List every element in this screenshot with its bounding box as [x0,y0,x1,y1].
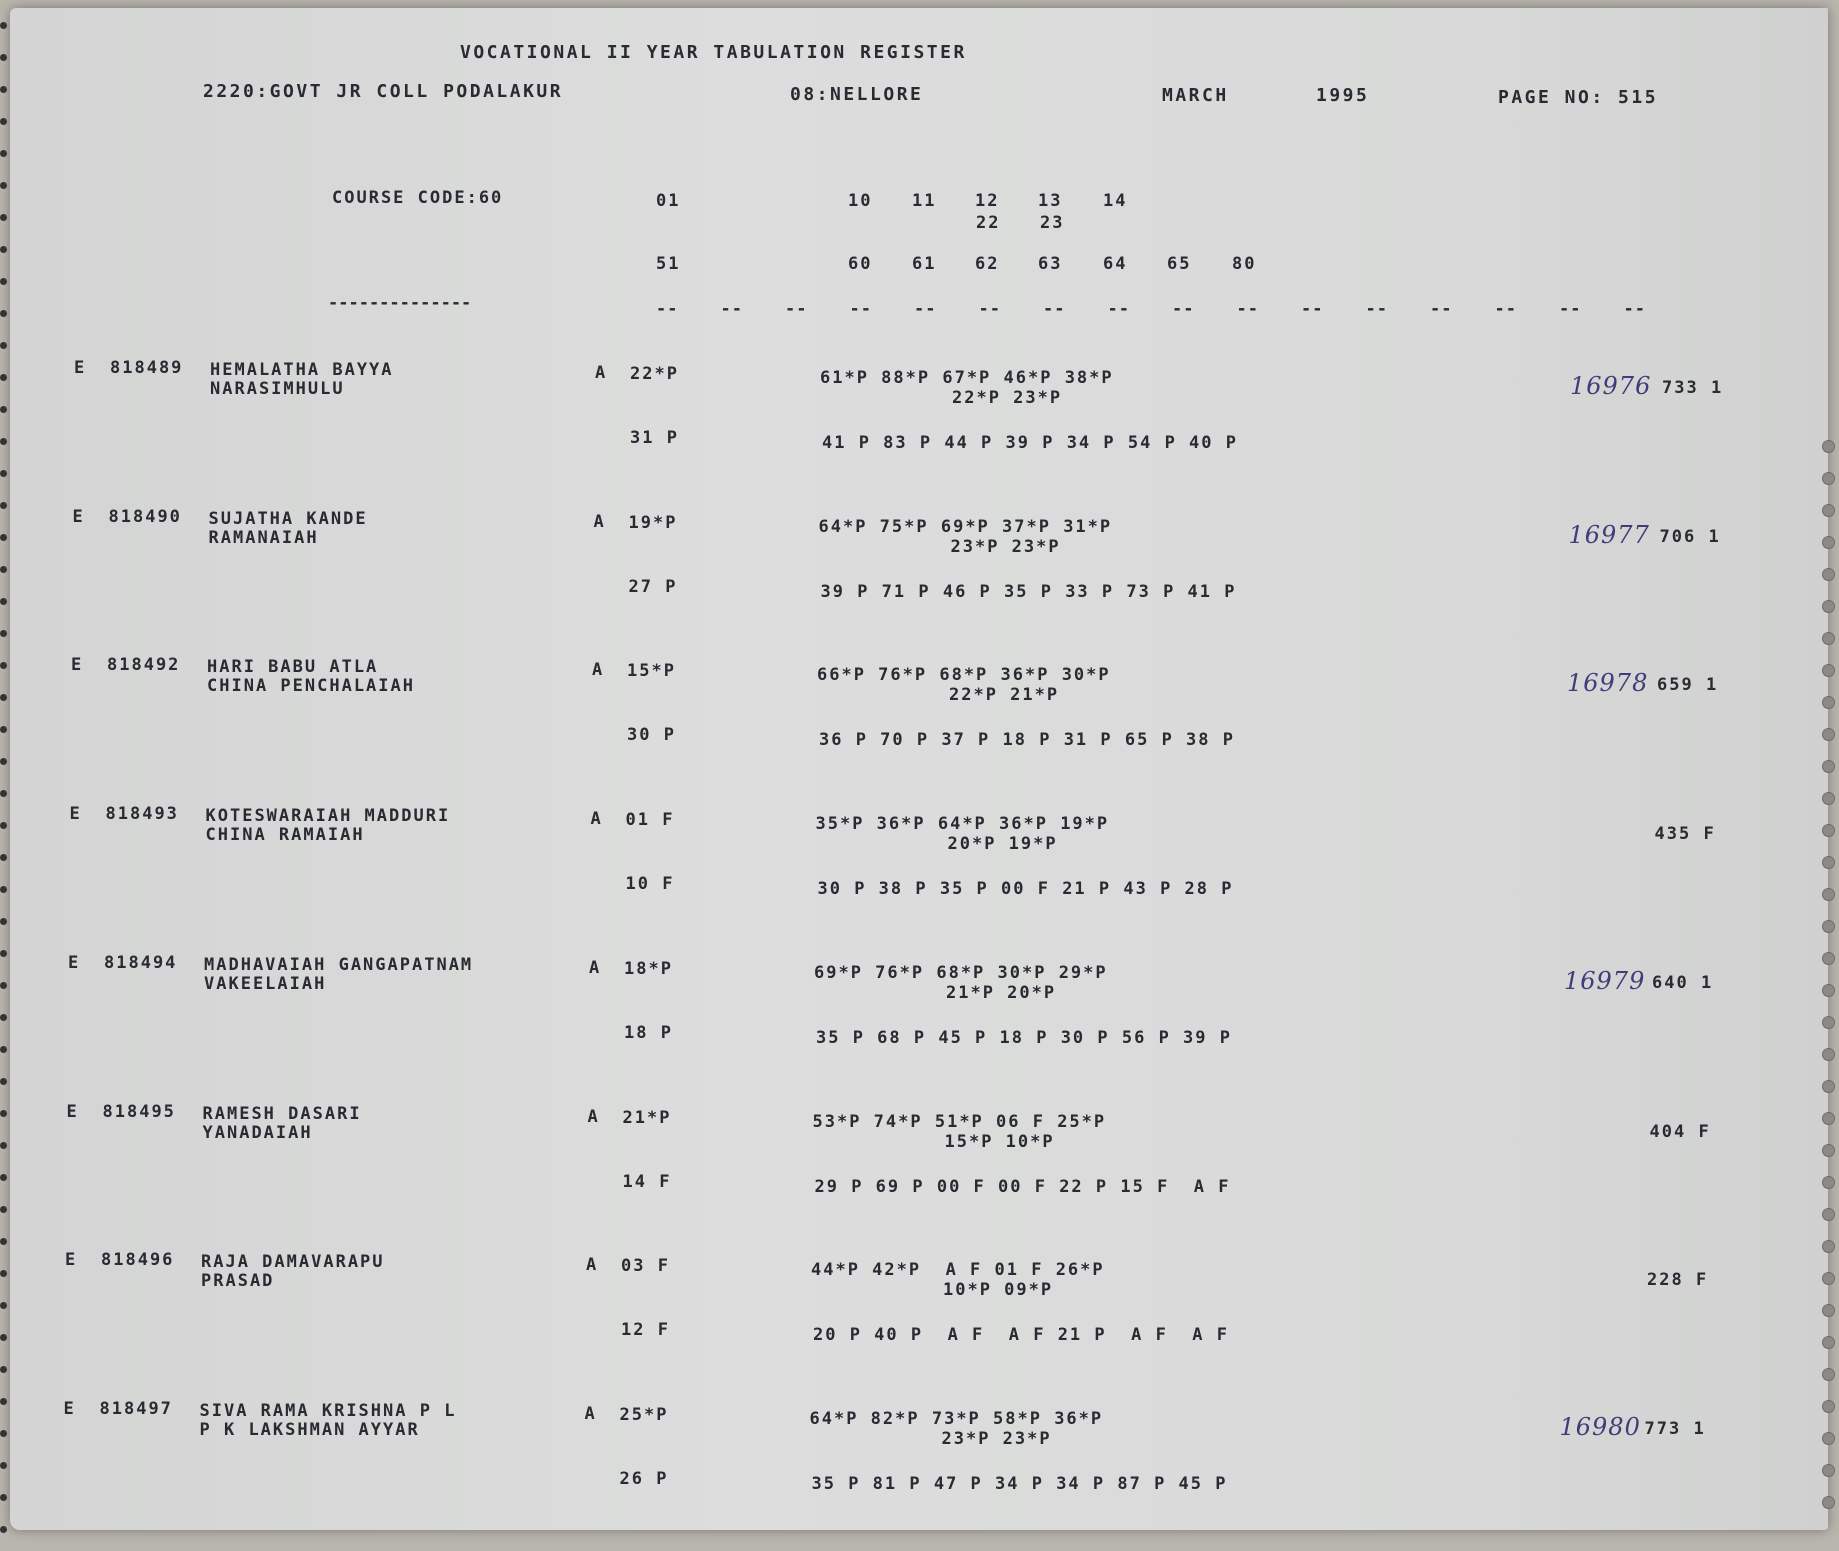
group-marks: 53*P 74*P 51*P 06 F 25*P [812,1111,1107,1132]
group2-marks: 35 P 68 P 45 P 18 P 30 P 56 P 39 P [816,1027,1232,1048]
column-dash: -- [1236,299,1259,319]
perforation-hole [0,22,7,29]
part2-marks: 12 F [621,1320,670,1341]
perforation-hole [1822,600,1835,613]
group-sub-marks: 20*P 19*P [947,834,1058,855]
group-marks: 64*P 82*P 73*P 58*P 36*P [809,1408,1104,1429]
total-result: 228 F [1647,1270,1709,1291]
exam-year: 1995 [1316,85,1370,106]
group-sub-marks: 21*P 20*P [946,982,1057,1003]
perforation-hole [0,726,7,733]
roll-number: 818497 [99,1398,173,1419]
roll-number: 818490 [108,506,182,527]
parent-name: PRASAD [201,1271,275,1292]
column-code: 51 [656,254,681,274]
group2-marks: 39 P 71 P 46 P 35 P 33 P 73 P 41 P [820,581,1237,602]
perforation-hole [1822,1048,1835,1061]
total-result: 659 1 [1657,675,1719,696]
perforation-hole [0,470,7,477]
perforation-hole [0,438,7,445]
part1-marks: 22*P [630,364,679,384]
perforation-hole [0,342,7,349]
part2-marks: 26 P [619,1468,669,1489]
part2-marks: 31 P [630,428,679,448]
perforation-hole [0,598,7,605]
register-sheet [10,8,1828,1530]
perforation-hole [0,822,7,829]
part1-marks: 01 F [625,810,675,831]
group-marks: 35*P 36*P 64*P 36*P 19*P [815,814,1110,835]
group-sub-marks: 23*P 23*P [941,1428,1052,1449]
handwritten-serial: 16978 [1567,669,1649,698]
column-code: 63 [1038,254,1063,274]
perforation-hole [1822,1112,1835,1125]
perforation-hole [1822,824,1835,837]
perforation-hole [0,374,7,381]
group2-marks: 20 P 40 P A F A F 21 P A F A F [813,1325,1229,1346]
roll-number: 818493 [105,804,179,825]
perforation-hole [0,1142,7,1149]
column-code: 65 [1167,254,1192,274]
perforation-hole [1822,952,1835,965]
column-dash: -- [785,299,808,319]
perforation-hole [1822,984,1835,997]
perforation-hole [1822,920,1835,933]
handwritten-serial: 16976 [1570,372,1652,400]
perforation-hole [0,1462,7,1469]
group2-marks: 30 P 38 P 35 P 00 F 21 P 43 P 28 P [817,879,1234,900]
column-dash: -- [720,299,743,319]
perforation-hole [0,918,7,925]
student-name: RAJA DAMAVARAPU [201,1252,385,1273]
perforation-hole [0,950,7,957]
perforation-hole [1822,1400,1835,1413]
student-name: HEMALATHA BAYYA [210,360,394,380]
group-sub-marks: 22*P 23*P [952,388,1063,408]
total-result: 640 1 [1652,972,1714,993]
perforation-hole [0,566,7,573]
column-dash: -- [1172,299,1195,319]
column-dash: -- [1107,299,1130,319]
perforation-hole [0,150,7,157]
register-title: VOCATIONAL II YEAR TABULATION REGISTER [460,42,967,63]
perforation-hole [0,886,7,893]
part2-marks: 10 F [625,874,675,895]
handwritten-serial: 16980 [1559,1412,1641,1441]
record-flag: E [72,506,85,527]
perforation-hole [0,1526,7,1533]
group2-marks: 41 P 83 P 44 P 39 P 34 P 54 P 40 P [822,433,1238,453]
category-flag: A [587,1106,600,1127]
category-flag: A [593,511,606,532]
student-name: SUJATHA KANDE [208,508,368,529]
parent-name: CHINA PENCHALAIAH [207,676,415,697]
perforation-hole [0,214,7,221]
total-result: 773 1 [1644,1418,1706,1439]
group-marks: 61*P 88*P 67*P 46*P 38*P [820,368,1114,388]
perforation-hole [0,182,7,189]
part1-marks: 21*P [622,1107,672,1128]
perforation-hole [1822,1208,1835,1221]
student-name: KOTESWARAIAH MADDURI [205,806,451,827]
perforation-hole [1822,696,1835,709]
parent-name: P K LAKSHMAN AYYAR [199,1419,420,1440]
category-flag: A [590,809,603,830]
part1-marks: 15*P [627,661,676,682]
perforation-hole [1822,536,1835,549]
perforation-hole [0,502,7,509]
column-code: 10 [848,191,873,211]
exam-month: MARCH [1162,85,1229,106]
part1-marks: 19*P [628,512,678,533]
category-flag: A [586,1255,599,1276]
perforation-hole [1822,440,1835,453]
perforation-hole [0,1334,7,1341]
column-dash: -- [1301,299,1324,319]
perforation-hole [0,662,7,669]
part2-marks: 30 P [627,725,676,746]
column-dash: -- [1043,299,1066,319]
perforation-hole [1822,664,1835,677]
perforation-hole [1822,1176,1835,1189]
group2-marks: 29 P 69 P 00 F 00 F 22 P 15 F A F [814,1176,1231,1197]
group-sub-marks: 22*P 21*P [949,685,1060,706]
part2-marks: 18 P [624,1022,673,1043]
header-underline: -------------- [328,293,472,313]
total-result: 706 1 [1659,526,1721,547]
perforation-hole [1822,632,1835,645]
group-marks: 64*P 75*P 69*P 37*P 31*P [818,516,1113,537]
perforation-hole [0,1302,7,1309]
perforation-hole [0,118,7,125]
column-dash: -- [1623,299,1646,319]
parent-name: YANADAIAH [202,1122,313,1143]
column-dash: -- [914,299,937,319]
college-name: 2220:GOVT JR COLL PODALAKUR [203,81,564,102]
category-flag: A [592,660,605,681]
perforation-hole [1822,504,1835,517]
roll-number: 818489 [110,358,184,378]
perforation-hole [0,758,7,765]
perforation-hole [1822,1272,1835,1285]
perforation-hole [1822,1144,1835,1157]
column-dash: -- [656,299,679,319]
record-flag: E [69,804,82,825]
district-name: 08:NELLORE [790,84,924,105]
column-code: 80 [1232,254,1257,274]
group-sub-marks: 15*P 10*P [944,1131,1055,1152]
roll-number: 818495 [102,1101,176,1122]
student-name: RAMESH DASARI [202,1103,362,1124]
course-code: COURSE CODE:60 [332,188,504,208]
perforation-hole [0,246,7,253]
group-sub-marks: 10*P 09*P [943,1280,1054,1301]
perforation-hole [1822,1016,1835,1029]
perforation-hole [0,1238,7,1245]
roll-number: 818494 [104,952,178,973]
column-dash: -- [849,299,872,319]
perforation-hole [0,1110,7,1117]
perforation-hole [1822,1336,1835,1349]
part2-marks: 27 P [628,576,678,597]
parent-name: NARASIMHULU [210,379,345,399]
total-result: 733 1 [1662,378,1724,398]
group2-marks: 36 P 70 P 37 P 18 P 31 P 65 P 38 P [819,730,1235,751]
perforation-hole [0,310,7,317]
category-flag: A [595,363,608,383]
column-code: 62 [975,254,1000,274]
right-margin-holes [1819,0,1835,1551]
perforation-hole [0,1494,7,1501]
handwritten-serial: 16979 [1564,966,1646,995]
total-result: 404 F [1649,1121,1711,1142]
perforation-hole [1822,792,1835,805]
left-margin-holes [0,0,8,1551]
perforation-hole [1822,856,1835,869]
perforation-hole [1822,1496,1835,1509]
column-code: 13 [1038,191,1063,211]
column-dash: -- [1559,299,1582,319]
column-code-sub: 23 [1040,213,1065,233]
student-name: SIVA RAMA KRISHNA P L [199,1400,457,1421]
record-flag: E [68,952,81,973]
page-number: PAGE NO: 515 [1498,87,1659,108]
part1-marks: 03 F [621,1256,670,1277]
column-code: 61 [912,254,937,274]
column-code: 14 [1103,191,1128,211]
perforation-hole [1822,1080,1835,1093]
column-code: 11 [912,191,937,211]
parent-name: RAMANAIAH [208,527,319,548]
perforation-hole [0,630,7,637]
perforation-hole [1822,1368,1835,1381]
perforation-hole [0,1078,7,1085]
column-code: 64 [1103,254,1128,274]
handwritten-serial: 16977 [1568,520,1650,549]
column-code-sub: 22 [976,213,1001,233]
column-dash: -- [978,299,1001,319]
part1-marks: 18*P [624,958,673,979]
record-flag: E [63,1398,76,1419]
category-flag: A [584,1403,597,1424]
column-dash: -- [1430,299,1453,319]
column-code: 01 [656,191,681,211]
perforation-hole [1822,568,1835,581]
student-name: MADHAVAIAH GANGAPATNAM [204,954,474,975]
perforation-hole [0,86,7,93]
perforation-hole [1822,888,1835,901]
column-dash: -- [1365,299,1388,319]
column-code: 60 [848,254,873,274]
perforation-hole [0,54,7,61]
perforation-hole [0,694,7,701]
part1-marks: 25*P [619,1404,669,1425]
perforation-hole [1822,728,1835,741]
total-result: 435 F [1654,824,1716,845]
perforation-hole [1822,1304,1835,1317]
perforation-hole [1822,1240,1835,1253]
roll-number: 818492 [107,655,181,676]
perforation-hole [0,1430,7,1437]
record-flag: E [74,358,87,378]
category-flag: A [589,957,602,978]
group-marks: 69*P 76*P 68*P 30*P 29*P [814,962,1108,983]
perforation-hole [0,406,7,413]
perforation-hole [0,854,7,861]
perforation-hole [0,278,7,285]
perforation-hole [0,1174,7,1181]
perforation-hole [0,1014,7,1021]
perforation-hole [0,1398,7,1405]
roll-number: 818496 [101,1250,175,1271]
record-flag: E [71,655,84,676]
group-marks: 44*P 42*P A F 01 F 26*P [811,1260,1105,1281]
perforation-hole [0,1046,7,1053]
student-name: HARI BABU ATLA [207,657,379,678]
perforation-hole [1822,760,1835,773]
column-dash: -- [1494,299,1517,319]
perforation-hole [0,790,7,797]
parent-name: VAKEELAIAH [204,973,327,994]
record-flag: E [65,1250,78,1271]
perforation-hole [0,982,7,989]
group-sub-marks: 23*P 23*P [950,536,1061,557]
perforation-hole [0,1366,7,1373]
parent-name: CHINA RAMAIAH [205,825,365,846]
perforation-hole [1822,1464,1835,1477]
perforation-hole [0,1270,7,1277]
column-code: 12 [975,191,1000,211]
record-flag: E [66,1101,79,1122]
group2-marks: 35 P 81 P 47 P 34 P 34 P 87 P 45 P [811,1473,1228,1494]
group-marks: 66*P 76*P 68*P 36*P 30*P [817,665,1111,686]
perforation-hole [1822,472,1835,485]
part2-marks: 14 F [622,1171,672,1192]
perforation-hole [0,1206,7,1213]
perforation-hole [1822,1432,1835,1445]
perforation-hole [0,534,7,541]
